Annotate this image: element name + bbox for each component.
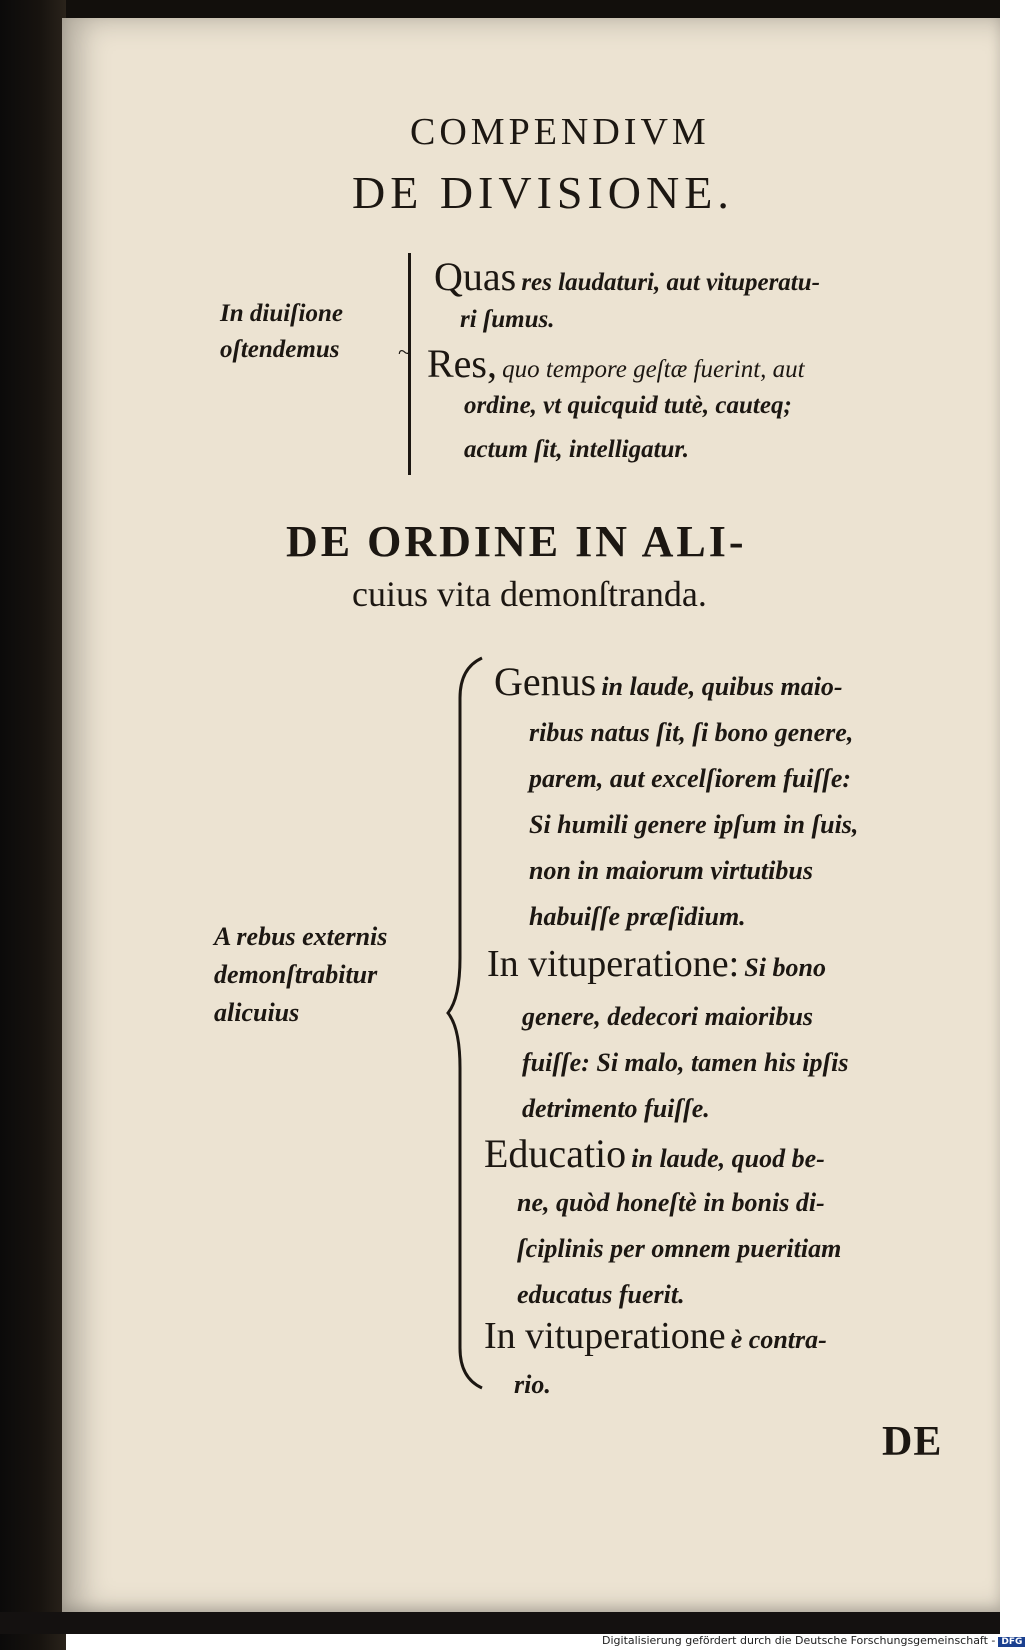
book-binding [0,0,66,1650]
dfg-logo: DFG [998,1637,1025,1647]
running-header: COMPENDIVM [410,111,710,153]
catchword: DE [882,1419,943,1465]
genus-line: parem, aut excelſiorem fuiſſe: [529,764,852,793]
genus-line: habuiſſe præſidium. [529,902,746,931]
externis-label: A rebus externis [214,922,388,951]
genus-entry: Genus in laude, quibus maio- [494,659,843,704]
externis-label-3: alicuius [214,998,300,1027]
section-heading: DE ORDINE IN ALI- [286,517,747,566]
credit-text: Digitalisierung gefördert durch die Deutsche Forschungsgemeinschaft - [602,1634,996,1647]
vituperatione-line: fuiſſe: Si malo, tamen his ipſis [522,1048,849,1077]
digitization-credit [602,1634,1023,1650]
division-item-1-cont: ri ſumus. [460,306,555,333]
externis-brace [442,658,492,1388]
page-title: DE DIVISIONE. [352,167,734,218]
book-page [62,18,1000,1614]
genus-line: Si humili genere ipſum in ſuis, [529,810,859,839]
division-label-2: oſtendemus [220,336,340,363]
educatio-entry: Educatio in laude, quod be- [484,1131,825,1176]
vituperatione-line: genere, dedecori maioribus [522,1002,814,1031]
educatio-line: ne, quòd honeſtè in bonis di- [517,1188,825,1217]
division-brace-tip: ~ [398,340,411,366]
externis-label-2: demonſtrabitur [214,960,378,989]
vituperatione-line: rio. [514,1370,551,1399]
division-item-2-cont: ordine, vt quicquid tutè, cauteq; [464,392,792,419]
division-label: In diuiſione [220,300,343,327]
vituperatione-entry: In vituperatione: Si bono [487,943,826,985]
vituperatione-entry-2: In vituperatione è contra- [484,1315,827,1357]
educatio-line: educatus fuerit. [517,1280,685,1309]
vituperatione-line: detrimento fuiſſe. [522,1094,710,1123]
scan-bottom-edge [0,1612,1000,1634]
division-item-1: Quas res laudaturi, aut vituperatu- [434,254,820,299]
section-heading-2: cuius vita demonſtranda. [352,574,707,614]
division-item-2: Res, quo tempore geſtæ fuerint, aut [427,341,805,386]
genus-line: ribus natus ſit, ſi bono genere, [529,718,854,747]
division-item-2-cont: actum ſit, intelligatur. [464,436,690,463]
educatio-line: ſciplinis per omnem pueritiam [517,1234,842,1263]
genus-line: non in maiorum virtutibus [529,856,813,885]
